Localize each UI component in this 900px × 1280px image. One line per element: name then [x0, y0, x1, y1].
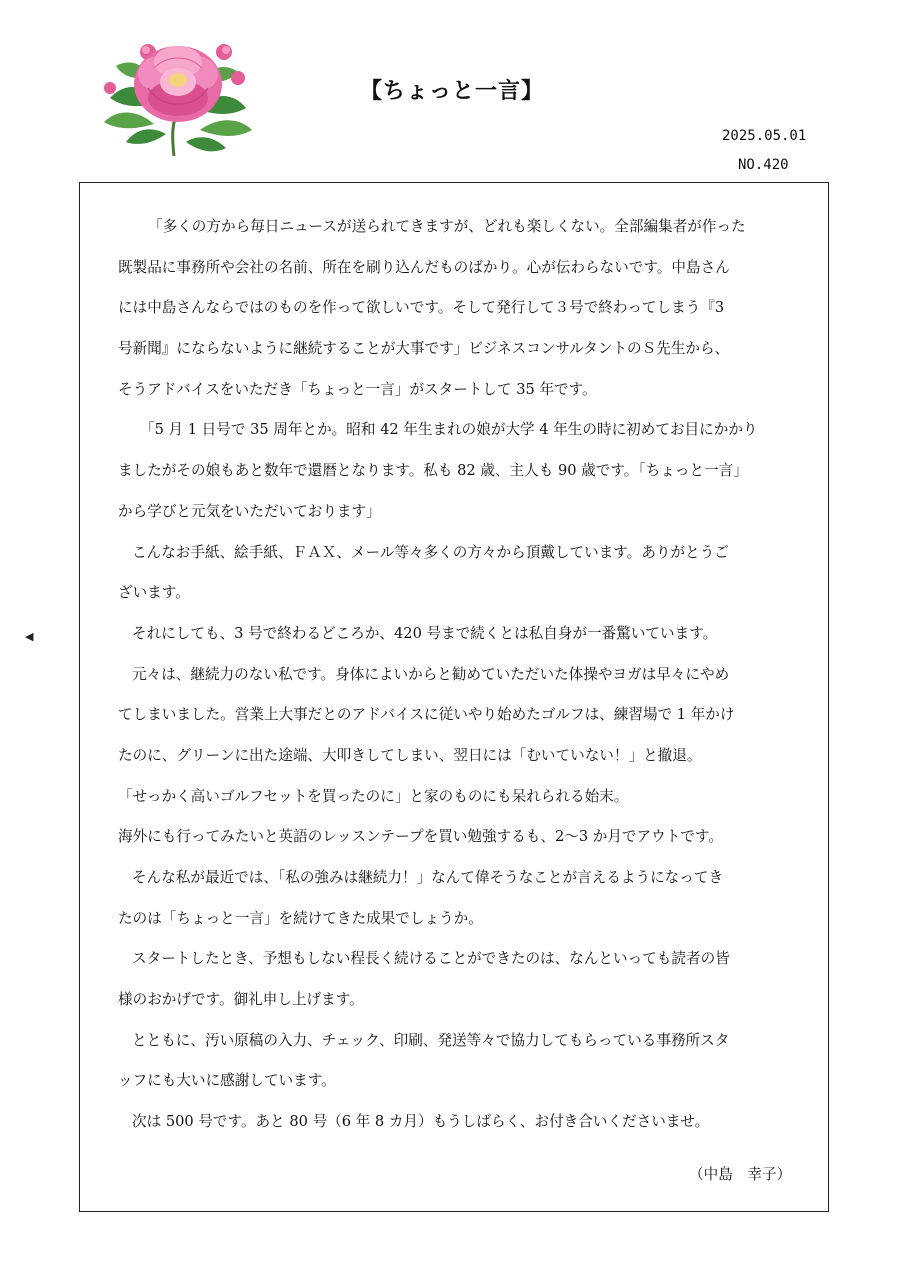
peony-flower-icon [96, 38, 256, 160]
issue-number: NO.420 [738, 157, 789, 173]
article-line: 元々は、継続力のない私です。身体によいからと勧めていただいた体操やヨガは早々にやめ [132, 665, 730, 683]
article-line: 海外にも行ってみたいと英語のレッスンテープを買い勉強するも、2〜3 か月でアウトです。 [118, 828, 723, 846]
article-line: から学びと元気をいただいております」 [118, 502, 381, 520]
article-line: てしまいました。営業上大事だとのアドバイスに従いやり始めたゴルフは、練習場で 1 年かけ [118, 706, 735, 724]
article-body [118, 210, 814, 1146]
article-line: 既製品に事務所や会社の名前、所在を刷り込んだものばかり。心が伝わらないです。中島さん [118, 258, 730, 276]
article-line: 「多くの方から毎日ニュースが送られてきますが、どれも楽しくない。全部編集者が作った [148, 218, 746, 235]
issue-date: 2025.05.01 [722, 128, 807, 144]
article-line: こんなお手紙、絵手紙、ＦＡＸ、メール等々多くの方々から頂戴しています。ありがとうご [132, 543, 729, 561]
article-line: には中島さんならではのものを作って欲しいです。そして発行して３号で終わってしまう『3 [118, 299, 725, 317]
article-line: たのに、グリーンに出た途端、大叩きしてしまい、翌日には「むいていない！」と撤退。 [118, 746, 702, 764]
article-line: 「5 月 1 日号で 35 周年とか。昭和 42 年生まれの娘が大学 4 年生の時に初めてお目にかかり [140, 421, 758, 439]
article-line: 「せっかく高いゴルフセットを買ったのに」と家のものにも呆れられる始末。 [118, 787, 629, 805]
article-line: たのは「ちょっと一言」を続けてきた成果でしょうか。 [118, 909, 483, 927]
article-line: そうアドバイスをいただき「ちょっと一言」がスタートして 35 年です。 [118, 380, 597, 398]
article-line: そんな私が最近では、「私の強みは継続力！」なんて偉そうなことが言えるようになってき [132, 869, 724, 886]
article-line: 次は 500 号です。あと 80 号（6 年 8 カ月）もうしばらく、お付き合いくださいませ。 [132, 1113, 710, 1131]
article-line: ましたがその娘もあと数年で還暦となります。私も 82 歳、主人も 90 歳です。「ちょっと一言」 [118, 462, 748, 480]
article-line: それにしても、3 号で終わるどころか、420 号まで続くとは私自身が一番驚いています。 [132, 624, 718, 642]
article-line: 様のおかげです。御礼申し上げます。 [118, 991, 364, 1009]
collapse-arrow-icon[interactable]: ◀ [25, 630, 34, 643]
article-line: ッフにも大いに感謝しています。 [118, 1072, 336, 1090]
article-line: スタートしたとき、予想もしない程長く続けることができたのは、なんといっても読者の皆 [132, 950, 730, 968]
article-line: ざいます。 [118, 584, 190, 602]
article-line: とともに、汚い原稿の入力、チェック、印刷、発送等々で協力してもらっている事務所スタ [132, 1031, 730, 1049]
article-line: 号新聞』にならないように継続することが大事です」ビジネスコンサルタントのＳ先生から、 [118, 340, 730, 358]
page-title: 【ちょっと一言】 [360, 78, 545, 104]
author-signature: （中島 幸子） [689, 1166, 792, 1183]
